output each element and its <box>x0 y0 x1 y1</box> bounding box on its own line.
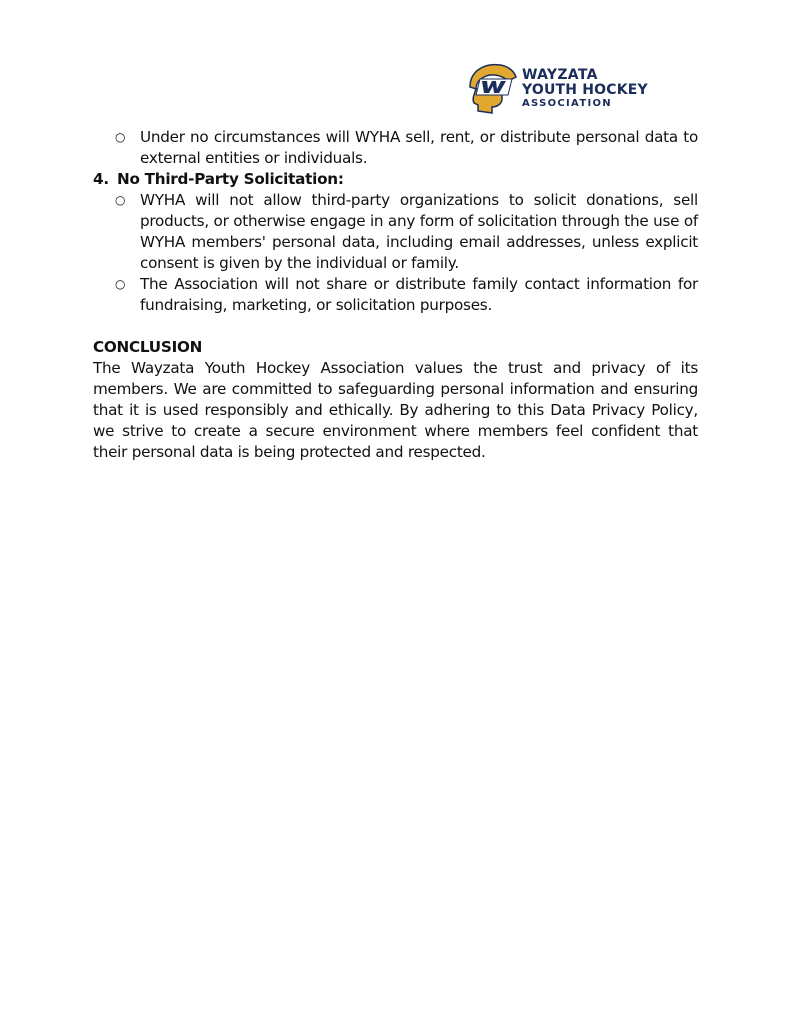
bullet-text: The Association will not share or distribute family contact information for fundraising, marketing, or solicitation purposes. <box>140 275 698 314</box>
bullet-text: Under no circumstances will WYHA sell, rent, or distribute personal data to external entities or individuals. <box>140 128 698 167</box>
spacer <box>93 316 698 337</box>
document-body <box>93 127 698 463</box>
section-4-heading <box>93 169 698 190</box>
section-title: No Third-Party Solicitation: <box>117 170 344 188</box>
logo-line-association: ASSOCIATION <box>522 97 612 109</box>
logo-line-wayzata: WAYZATA <box>522 66 598 83</box>
section-4-bullet-list <box>93 190 698 316</box>
bullet-text: WYHA will not allow third-party organizations to solicit donations, sell products, or otherwise engage in any form of solicitation through the use of WYHA members' personal data, including email addresses, unless explicit consent is given by the individual or family. <box>140 191 698 272</box>
list-item <box>93 127 698 169</box>
list-item <box>93 274 698 316</box>
list-item <box>93 190 698 274</box>
hollow-bullet-icon: ○ <box>115 277 126 291</box>
hollow-bullet-icon: ○ <box>115 130 126 144</box>
section-number: 4. <box>93 170 109 188</box>
logo-line-youth-hockey: YOUTH HOCKEY <box>522 81 648 98</box>
conclusion-heading: CONCLUSION <box>93 338 203 356</box>
logo-wordmark <box>522 68 648 109</box>
section-3-bullet-list <box>93 127 698 169</box>
trojan-helmet-w-icon <box>462 61 518 115</box>
wyha-logo <box>462 60 662 116</box>
conclusion-paragraph: The Wayzata Youth Hockey Association values the trust and privacy of its members. We are committed to safeguarding personal information and ensuring that it is used responsibly and ethically. By adhering to this Data Privacy Policy, we strive to create a secure environment where members feel confident that their personal data is being protected and respected. <box>93 359 698 461</box>
hollow-bullet-icon: ○ <box>115 193 126 207</box>
